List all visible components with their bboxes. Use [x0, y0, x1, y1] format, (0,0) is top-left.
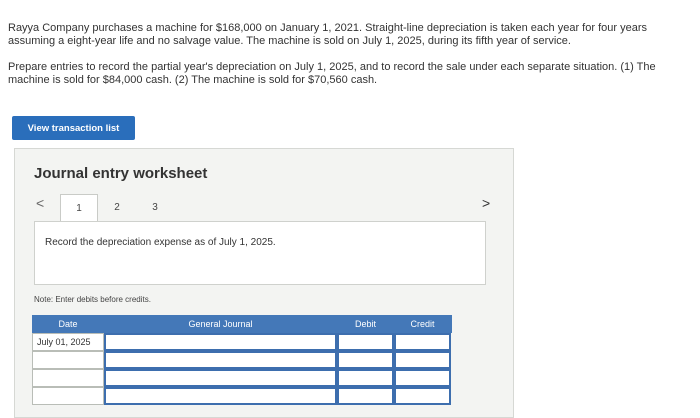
instruction-text: Record the depreciation expense as of July 1, 2025. [45, 237, 276, 248]
credit-input[interactable] [394, 369, 451, 387]
note-text: Note: Enter debits before credits. [34, 295, 151, 304]
table-row [32, 369, 452, 387]
date-cell [32, 387, 104, 405]
header-debit: Debit [354, 319, 376, 329]
account-input[interactable] [104, 351, 337, 369]
chevron-left-icon[interactable]: < [36, 195, 45, 211]
tab-step-3[interactable]: 3 [152, 201, 158, 213]
date-cell [32, 369, 104, 387]
credit-input[interactable] [394, 333, 451, 351]
journal-entry-worksheet [14, 148, 514, 418]
account-input[interactable] [104, 369, 337, 387]
instruction-box [34, 221, 486, 285]
table-row [32, 351, 452, 369]
tab-step-1[interactable]: 1 [60, 194, 98, 222]
chevron-right-icon[interactable]: > [482, 195, 491, 211]
date-cell: July 01, 2025 [32, 333, 104, 351]
header-date: Date [58, 319, 78, 329]
problem-paragraph-2: Prepare entries to record the partial year's depreciation on July 1, 2025, and to record the sale under each separate situation. (1) The machine is sold for $84,000 cash. (2) The machine is sold for $70,560 cash. [8, 61, 656, 86]
debit-input[interactable] [337, 333, 394, 351]
debit-input[interactable] [337, 369, 394, 387]
journal-header-row [32, 315, 452, 333]
worksheet-title: Journal entry worksheet [34, 165, 208, 182]
table-row [32, 333, 452, 351]
journal-table [32, 315, 452, 405]
header-general-journal: General Journal [188, 319, 253, 329]
date-cell [32, 351, 104, 369]
tab-step-2[interactable]: 2 [114, 201, 120, 213]
account-input[interactable] [104, 333, 337, 351]
credit-input[interactable] [394, 351, 451, 369]
debit-input[interactable] [337, 351, 394, 369]
debit-input[interactable] [337, 387, 394, 405]
problem-paragraph-1: Rayya Company purchases a machine for $168,000 on January 1, 2021. Straight-line depreciation is taken each year for four years assuming a eight-year life and no salvage value. The machine is sold on July 1, 2025, during its fifth year of service. [8, 22, 647, 47]
credit-input[interactable] [394, 387, 451, 405]
problem-statement [8, 22, 692, 100]
header-credit: Credit [410, 319, 435, 329]
account-input[interactable] [104, 387, 337, 405]
table-row [32, 387, 452, 405]
view-transaction-list-button[interactable]: View transaction list [12, 116, 135, 140]
